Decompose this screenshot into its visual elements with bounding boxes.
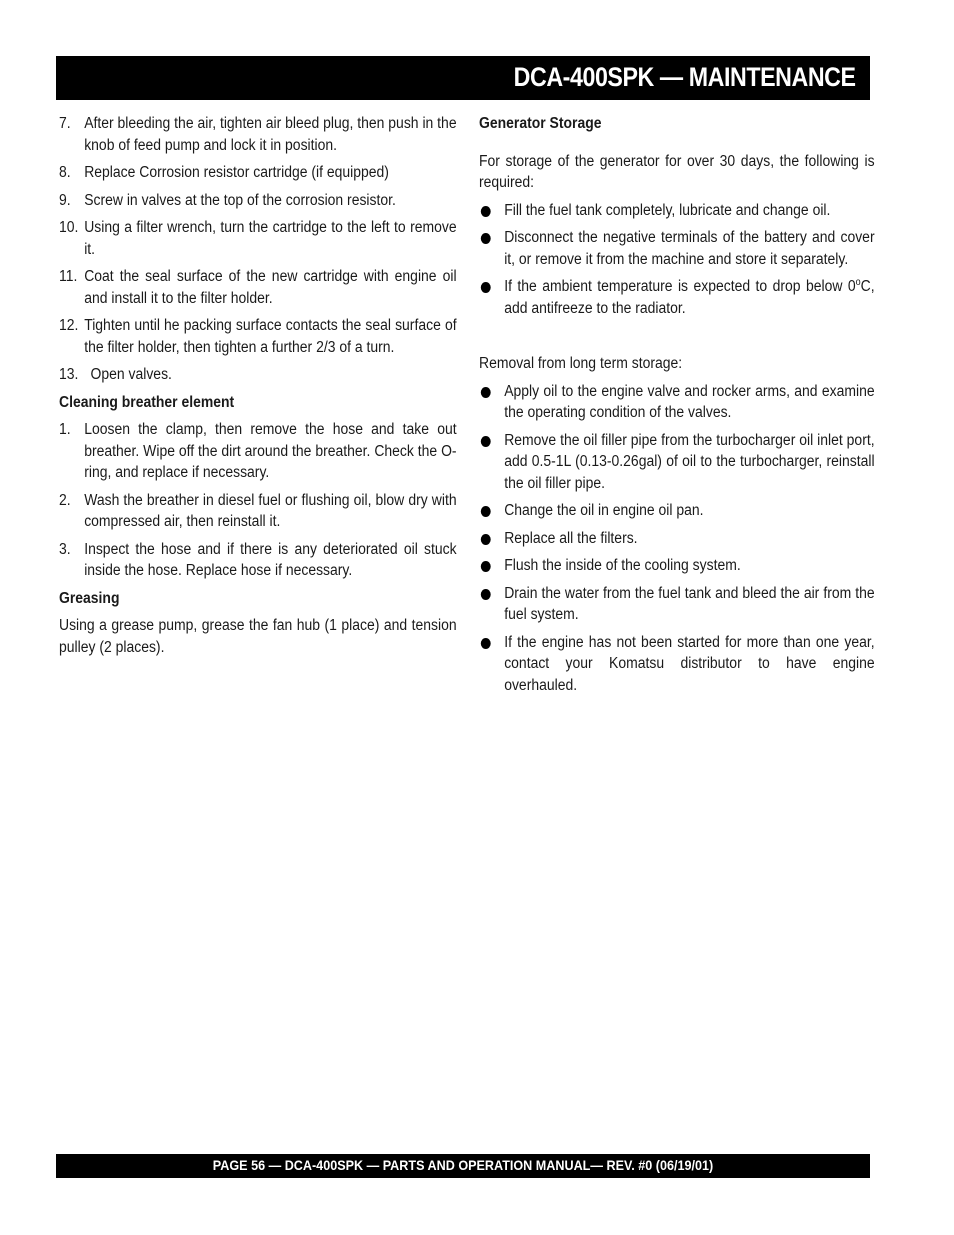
- removal-intro: Removal from long term storage:: [479, 355, 683, 372]
- list-item: [59, 190, 457, 212]
- header-bar: [56, 56, 870, 100]
- maintenance-steps: [59, 113, 457, 386]
- step-number: 7.: [59, 115, 71, 132]
- list-item: [59, 162, 457, 184]
- bullet-icon: [481, 282, 491, 293]
- left-column: [59, 113, 457, 664]
- list-item: [59, 364, 457, 386]
- list-item: [479, 227, 875, 270]
- step-number: 3.: [59, 540, 71, 558]
- bullet-text: Drain the water from the fuel tank and bleed the air from the fuel system.: [504, 584, 875, 623]
- list-item: [59, 217, 457, 260]
- list-item: [479, 555, 875, 577]
- list-item: [479, 200, 875, 222]
- bullet-icon: [481, 534, 491, 545]
- list-item: [59, 315, 457, 358]
- list-item: [479, 632, 875, 697]
- removal-bullets: [479, 381, 875, 697]
- list-item: [479, 500, 875, 522]
- greasing-text: Using a grease pump, grease the fan hub (1 place) and tension pulley (2 places).: [59, 617, 457, 656]
- step-text: Wash the breather in diesel fuel or flushing oil, blow dry with compressed air, then reinstall it.: [84, 491, 457, 530]
- step-number: 12.: [59, 317, 79, 334]
- list-item: [59, 419, 457, 484]
- bullet-icon: [481, 506, 491, 517]
- step-text: Using a filter wrench, turn the cartridge to the left to remove it.: [84, 219, 457, 258]
- degree-superscript: o: [855, 276, 861, 288]
- page-title: DCA-400SPK — MAINTENANCE: [514, 62, 856, 92]
- step-text: Coat the seal surface of the new cartridge with engine oil and install it to the filter holder.: [84, 268, 457, 307]
- bullet-text: Change the oil in engine oil pan.: [504, 502, 704, 519]
- list-item: [479, 583, 875, 626]
- list-item: [479, 430, 875, 495]
- bullet-text: Remove the oil filler pipe from the turbocharger oil inlet port, add 0.5-1L (0.13-0.26gal) of oil to the turbocharger, reinstall the oil filler pipe.: [504, 431, 875, 492]
- bullet-icon: [481, 387, 491, 398]
- bullet-icon: [481, 206, 491, 217]
- list-item: [479, 381, 875, 424]
- storage-bullets: [479, 200, 875, 320]
- step-text: Screw in valves at the top of the corrosion resistor.: [84, 191, 396, 209]
- step-text: Tighten until he packing surface contacts the seal surface of the filter holder, then tighten a further 2/3 of a turn.: [84, 317, 457, 356]
- bullet-icon: [481, 589, 491, 600]
- step-number: 1.: [59, 421, 71, 438]
- step-number: 2.: [59, 491, 71, 509]
- bullet-icon: [481, 436, 491, 447]
- list-item: [59, 266, 457, 309]
- step-number: 11.: [59, 268, 78, 285]
- step-text: Open valves.: [90, 366, 172, 383]
- bullet-text: Disconnect the negative terminals of the battery and cover it, or remove it from the machine and store it separately.: [504, 229, 875, 268]
- bullet-text: If the engine has not been started for more than one year, contact your Komatsu distributor to have engine overhauled.: [504, 633, 875, 694]
- greasing-heading: Greasing: [59, 589, 120, 607]
- list-item: [479, 528, 875, 550]
- step-number: 8.: [59, 164, 71, 181]
- bullet-text: Apply oil to the engine valve and rocker arms, and examine the operating condition of the valves.: [504, 382, 875, 421]
- bullet-text: Replace all the filters.: [504, 529, 638, 547]
- storage-heading: Generator Storage: [479, 115, 602, 132]
- breather-steps: [59, 419, 457, 582]
- storage-intro: For storage of the generator for over 30 days, the following is required:: [479, 152, 875, 191]
- list-item: [59, 490, 457, 533]
- bullet-text: Fill the fuel tank completely, lubricate and change oil.: [504, 201, 831, 219]
- bullet-text: If the ambient temperature is expected to drop below 0: [504, 278, 856, 295]
- list-item: [59, 539, 457, 582]
- step-number: 13.: [59, 366, 79, 383]
- step-number: 10.: [59, 219, 79, 236]
- bullet-text: C, add antifreeze to the radiator.: [504, 278, 875, 317]
- step-text: After bleeding the air, tighten air bleed plug, then push in the knob of feed pump and lock it in position.: [84, 115, 457, 154]
- list-item: [59, 113, 457, 156]
- bullet-icon: [481, 561, 491, 572]
- step-text: Inspect the hose and if there is any deteriorated oil stuck inside the hose. Replace hose if necessary.: [84, 540, 457, 579]
- right-column: [479, 113, 875, 702]
- footer-bar: [56, 1154, 870, 1178]
- list-item: [479, 276, 875, 319]
- step-number: 9.: [59, 191, 71, 209]
- step-text: Replace Corrosion resistor cartridge (if equipped): [84, 164, 389, 181]
- bullet-text: Flush the inside of the cooling system.: [504, 557, 741, 574]
- breather-heading: Cleaning breather element: [59, 393, 235, 411]
- footer-text: PAGE 56 — DCA-400SPK — PARTS AND OPERATION MANUAL— REV. #0 (06/19/01): [212, 1157, 714, 1173]
- bullet-icon: [481, 233, 491, 244]
- bullet-icon: [481, 638, 491, 649]
- step-text: Loosen the clamp, then remove the hose and take out breather. Wipe off the dirt around the breather. Check the O-ring, and replace if necessary.: [84, 421, 457, 481]
